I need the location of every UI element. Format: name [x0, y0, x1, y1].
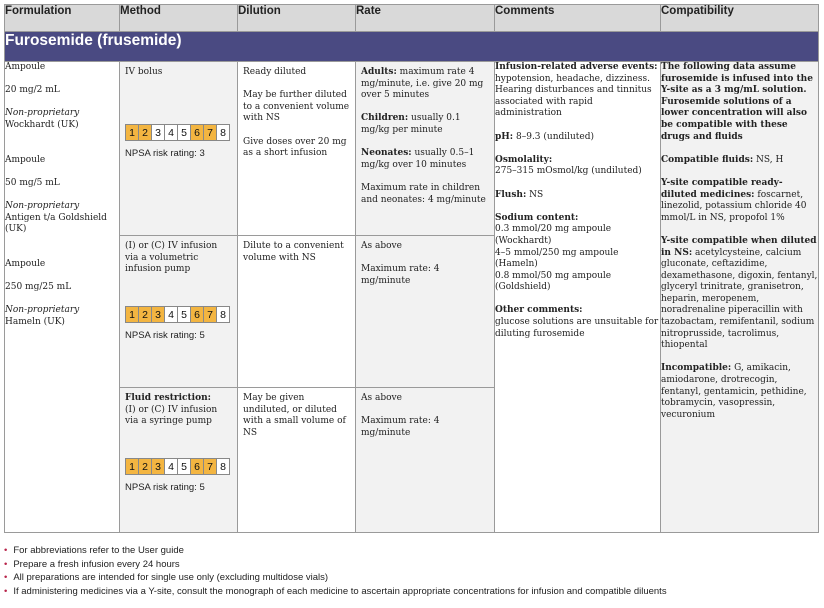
- comment-item: Other comments: glucose solutions are unsuitable for diluting furosemide: [495, 305, 659, 339]
- formulation-item: [5, 259, 119, 329]
- compatibility-column: [661, 62, 819, 533]
- dilution-text: Give doses over 20 mg as a short infusion: [243, 136, 347, 159]
- comment-item: Infusion-related adverse events: hypotension, headache, dizziness. Hearing disturbances and tinnitus associated with rapid administration: [495, 62, 658, 119]
- dilution-text: May be further diluted to a convenient volume with NS: [243, 90, 350, 124]
- footnote-item: • For abbreviations refer to the User guide: [4, 544, 667, 558]
- monograph-page: [4, 4, 818, 533]
- rate-head: Children:: [361, 113, 409, 124]
- rate-text: Maximum rate in children and neonates: 4 mg/minute: [361, 182, 486, 205]
- risk-box: 6: [190, 458, 204, 475]
- compat-item: [661, 62, 818, 143]
- risk-box: 6: [190, 306, 204, 323]
- footnote-item: • Prepare a fresh infusion every 24 hours: [4, 558, 667, 572]
- formulation-label: Non-proprietary: [5, 200, 80, 211]
- npsa-rating: NPSA risk rating: 5: [125, 329, 205, 341]
- risk-scale: [125, 458, 232, 475]
- risk-box: 3: [151, 124, 165, 141]
- footnotes: [4, 544, 667, 598]
- risk-box: 4: [164, 306, 178, 323]
- dilution-section: [238, 388, 355, 525]
- dilution-section: [238, 236, 355, 388]
- risk-box: 5: [177, 124, 191, 141]
- method-text: (I) or (C) IV infusion via a syringe pump: [125, 404, 218, 427]
- drug-title: Furosemide (frusemide): [5, 32, 819, 62]
- comment-head: Infusion-related adverse events:: [495, 62, 658, 72]
- monograph-table: [4, 4, 819, 533]
- formulation-column: [5, 62, 120, 533]
- compat-head: Y-site compatible when diluted in NS:: [661, 235, 817, 258]
- compat-head: The following data assume furosemide is infused into the Y-site as a 3 mg/mL solution. Furosemide solutions of a lower concentration will also be compatible with these drugs and fluids: [661, 62, 813, 142]
- compat-item: Y-site compatible ready-diluted medicines: foscarnet, linezolid, potassium chloride 40 mmol/L in NS, propofol 1%: [661, 177, 807, 223]
- rate-text: Children: usually 0.1 mg/kg per minute: [361, 113, 461, 135]
- risk-box: 7: [203, 458, 217, 475]
- rate-head: Adults:: [361, 67, 397, 77]
- formulation-strength: 20 mg/2 mL: [5, 85, 60, 96]
- method-section: [120, 236, 237, 388]
- risk-box: 8: [216, 306, 230, 323]
- comment-head: Osmolality:: [495, 154, 553, 165]
- risk-box: 8: [216, 458, 230, 475]
- risk-box: 5: [177, 306, 191, 323]
- rate-head: Neonates:: [361, 148, 412, 159]
- rate-text: Adults: maximum rate 4 mg/minute, i.e. give 20 mg over 5 minutes: [361, 67, 484, 101]
- risk-box: 2: [138, 458, 152, 475]
- formulation-type: Ampoule: [5, 62, 46, 72]
- comment-item: Flush: NS: [495, 189, 544, 200]
- rate-section: [356, 388, 494, 525]
- dilution-text: Ready diluted: [243, 67, 307, 77]
- formulation-strength: 250 mg/25 mL: [5, 281, 72, 292]
- risk-scale: [125, 124, 232, 141]
- comment-head: Sodium content:: [495, 212, 579, 223]
- formulation-item: [5, 62, 119, 132]
- formulation-maker: Wockhardt (UK): [5, 119, 79, 130]
- compat-item: Y-site compatible when diluted in NS: acetylcysteine, calcium gluconate, ceftazidime, dexamethasone, digoxin, fentanyl, glyceryl trinitrate, granisetron, heparin, meropenem, noradrenaline piperacillin with tazobactam, remifentanil, sodium nitroprusside, tacrolimus, thiopental: [661, 235, 818, 351]
- risk-box: 3: [151, 306, 165, 323]
- method-section: [120, 388, 237, 525]
- risk-box: 4: [164, 124, 178, 141]
- formulation-label: Non-proprietary: [5, 108, 80, 119]
- header-row: [5, 5, 819, 32]
- risk-box: 1: [125, 124, 139, 141]
- formulation-type: Ampoule: [5, 258, 46, 269]
- risk-box: 5: [177, 458, 191, 475]
- rate-section: [356, 62, 494, 236]
- formulation-item: [5, 155, 119, 236]
- rate-text: Maximum rate: 4 mg/minute: [361, 264, 440, 286]
- compat-head: Incompatible:: [661, 363, 732, 374]
- compat-head: Compatible fluids:: [661, 154, 754, 165]
- compat-item: Compatible fluids: NS, H: [661, 154, 784, 165]
- method-title: Fluid restriction:: [125, 393, 211, 403]
- comments-column: [495, 62, 661, 533]
- risk-box: 8: [216, 124, 230, 141]
- comment-head: Other comments:: [495, 305, 583, 316]
- footnote-item: • If administering medicines via a Y-site, consult the monograph of each medicine to ascertain appropriate concentrations for infusion and compatible diluents: [4, 585, 667, 599]
- dilution-text: May be given undiluted, or diluted with a small volume of NS: [243, 393, 346, 438]
- formulation-type: Ampoule: [5, 154, 46, 165]
- rate-section: [356, 236, 494, 388]
- rate-text: As above: [361, 393, 402, 403]
- comment-item: pH: 8–9.3 (undiluted): [495, 131, 595, 142]
- dilution-column: [238, 62, 356, 533]
- comment-item: Osmolality: 275–315 mOsmol/kg (undiluted): [495, 154, 642, 177]
- dilution-section: [238, 62, 355, 236]
- header-compatibility: Compatibility: [661, 5, 819, 32]
- title-row: [5, 32, 819, 62]
- risk-box: 6: [190, 124, 204, 141]
- method-text: (I) or (C) IV infusion via a volumetric infusion pump: [125, 241, 218, 275]
- formulation-maker: Hameln (UK): [5, 316, 65, 327]
- comment-item: Sodium content: 0.3 mmol/20 mg ampoule (Wockhardt) 4–5 mmol/250 mg ampoule (Hameln) 0.8 mmol/50 mg ampoule (Goldshield): [495, 212, 619, 293]
- npsa-rating: NPSA risk rating: 5: [125, 481, 205, 493]
- risk-box: 4: [164, 458, 178, 475]
- risk-box: 3: [151, 458, 165, 475]
- rate-text: As above: [361, 241, 402, 251]
- method-column: [120, 62, 238, 533]
- formulation-strength: 50 mg/5 mL: [5, 177, 60, 188]
- comment-head: Flush:: [495, 189, 527, 200]
- comment-head: pH:: [495, 131, 514, 142]
- risk-box: 2: [138, 306, 152, 323]
- header-rate: Rate: [356, 5, 495, 32]
- risk-scale: [125, 306, 232, 323]
- dilution-text: Dilute to a convenient volume with NS: [243, 241, 344, 263]
- risk-box: 2: [138, 124, 152, 141]
- formulation-maker: Antigen t/a Goldshield (UK): [5, 212, 107, 235]
- rate-text: Neonates: usually 0.5–1 mg/kg over 10 minutes: [361, 148, 475, 170]
- header-dilution: Dilution: [238, 5, 356, 32]
- compat-head: Y-site compatible ready-diluted medicines:: [661, 177, 783, 200]
- header-comments: Comments: [495, 5, 661, 32]
- risk-box: 1: [125, 458, 139, 475]
- compat-item: Incompatible: G, amikacin, amiodarone, drotrecogin, fentanyl, gentamicin, pethidine, tobramycin, vasopressin, vecuronium: [661, 363, 807, 420]
- formulation-label: Non-proprietary: [5, 305, 80, 316]
- rate-text: Maximum rate: 4 mg/minute: [361, 416, 440, 438]
- header-method: Method: [120, 5, 238, 32]
- rate-column: [356, 62, 495, 533]
- npsa-rating: NPSA risk rating: 3: [125, 147, 205, 159]
- footnote-item: • All preparations are intended for single use only (excluding multidose vials): [4, 571, 667, 585]
- risk-box: 7: [203, 124, 217, 141]
- method-text: IV bolus: [125, 67, 163, 77]
- header-formulation: Formulation: [5, 5, 120, 32]
- risk-box: 1: [125, 306, 139, 323]
- risk-box: 7: [203, 306, 217, 323]
- method-section: [120, 62, 237, 236]
